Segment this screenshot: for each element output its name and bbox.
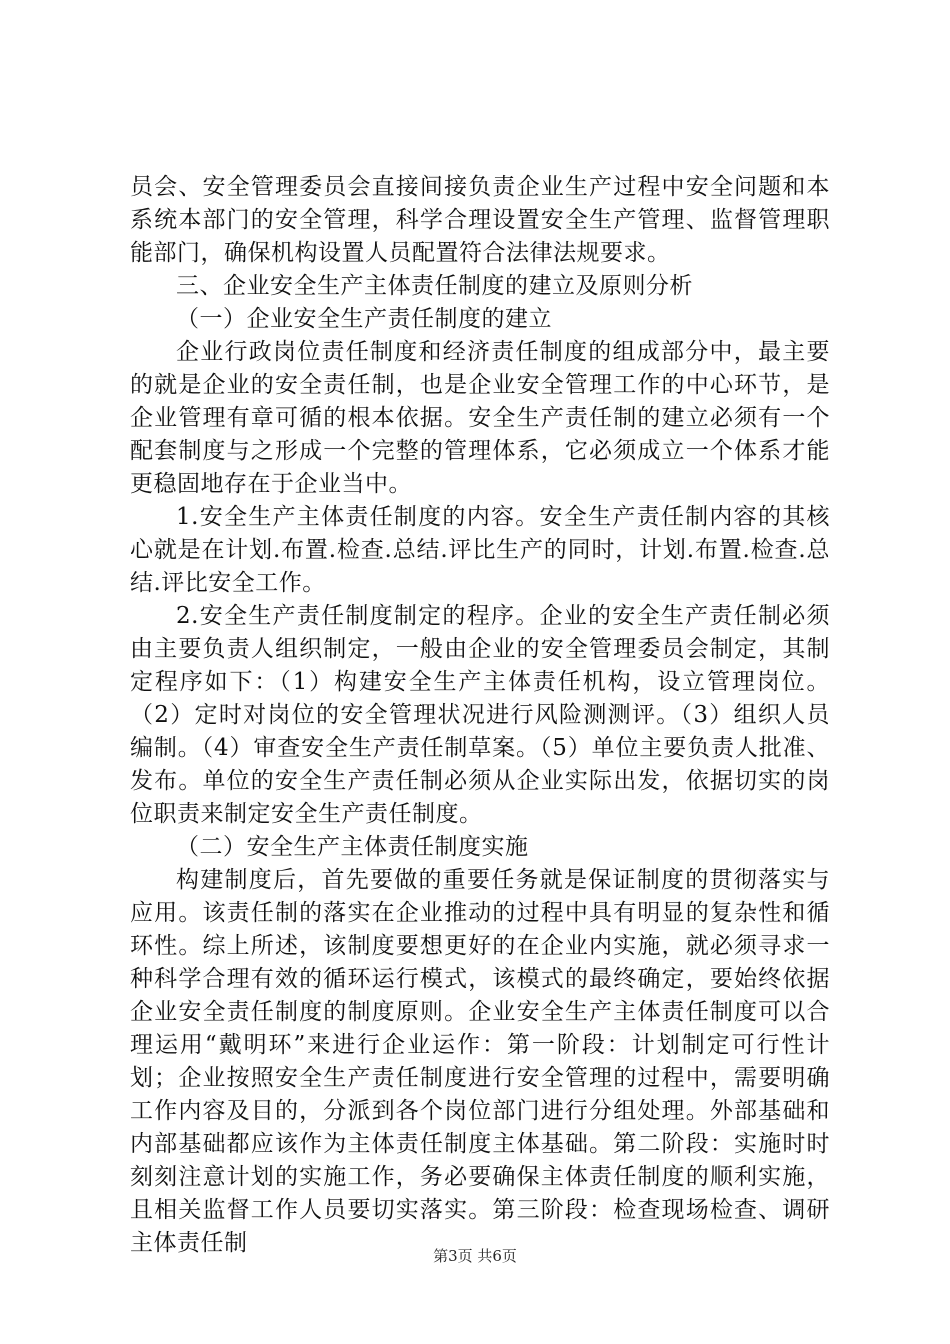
paragraph-continuation: 员会、安全管理委员会直接间接负责企业生产过程中安全问题和本系统本部门的安全管理，科学合理设置安全生产管理、监督管理职能部门，确保机构设置人员配置符合法律法规要求。 [130,174,830,266]
paragraph-system-implementation: 构建制度后，首先要做的重要任务就是保证制度的贯彻落实与应用。该责任制的落实在企业推动的过程中具有明显的复杂性和循环性。综上所述，该制度要想更好的在企业内实施，就必须寻求一种科学合理有效的循环运行模式，该模式的最终确定，要始终依据企业安全责任制度的制度原则。企业安全生产主体责任制度可以合理运用“戴明环”来进行企业运作：第一阶段：计划制定可行性计划；企业按照安全生产责任制度进行安全管理的过程中，需要明确工作内容及目的，分派到各个岗位部门进行分组处理。外部基础和内部基础都应该作为主体责任制度主体基础。第二阶段：实施时时刻刻注意计划的实施工作，务必要确保主体责任制度的顺利实施，且相关监督工作人员要切实落实。第三阶段：检查现场检查、调研主体责任制 [130,867,830,1256]
paragraph-system-content: 1.安全生产主体责任制度的内容。安全生产责任制内容的其核心就是在计划.布置.检查.总结.评比生产的同时，计划.布置.检查.总结.评比安全工作。 [130,504,830,596]
page-footer: 第3页 共6页 [433,1247,517,1265]
paragraph-system-procedure: 2.安全生产责任制度制定的程序。企业的安全生产责任制必须由主要负责人组织制定，一般由企业的安全管理委员会制定，其制定程序如下：（1）构建安全生产主体责任机构，设立管理岗位。（2）定时对岗位的安全管理状况进行风险测测评。（3）组织人员编制。（4）审查安全生产责任制草案。（5）单位主要负责人批准、发布。单位的安全生产责任制必须从企业实际出发，依据切实的岗位职责来制定安全生产责任制度。 [130,603,830,827]
paragraph-responsibility-system: 企业行政岗位责任制度和经济责任制度的组成部分中，最主要的就是企业的安全责任制，也是企业安全管理工作的中心环节，是企业管理有章可循的根本依据。安全生产责任制的建立必须有一个配套制度与之形成一个完整的管理体系，它必须成立一个体系才能更稳固地存在于企业当中。 [130,339,830,497]
section-heading-three: 三、企业安全生产主体责任制度的建立及原则分析 [176,273,693,299]
subsection-heading-two: （二）安全生产主体责任制度实施 [176,834,529,860]
subsection-heading-one: （一）企业安全生产责任制度的建立 [176,306,552,332]
document-body [130,171,830,1260]
